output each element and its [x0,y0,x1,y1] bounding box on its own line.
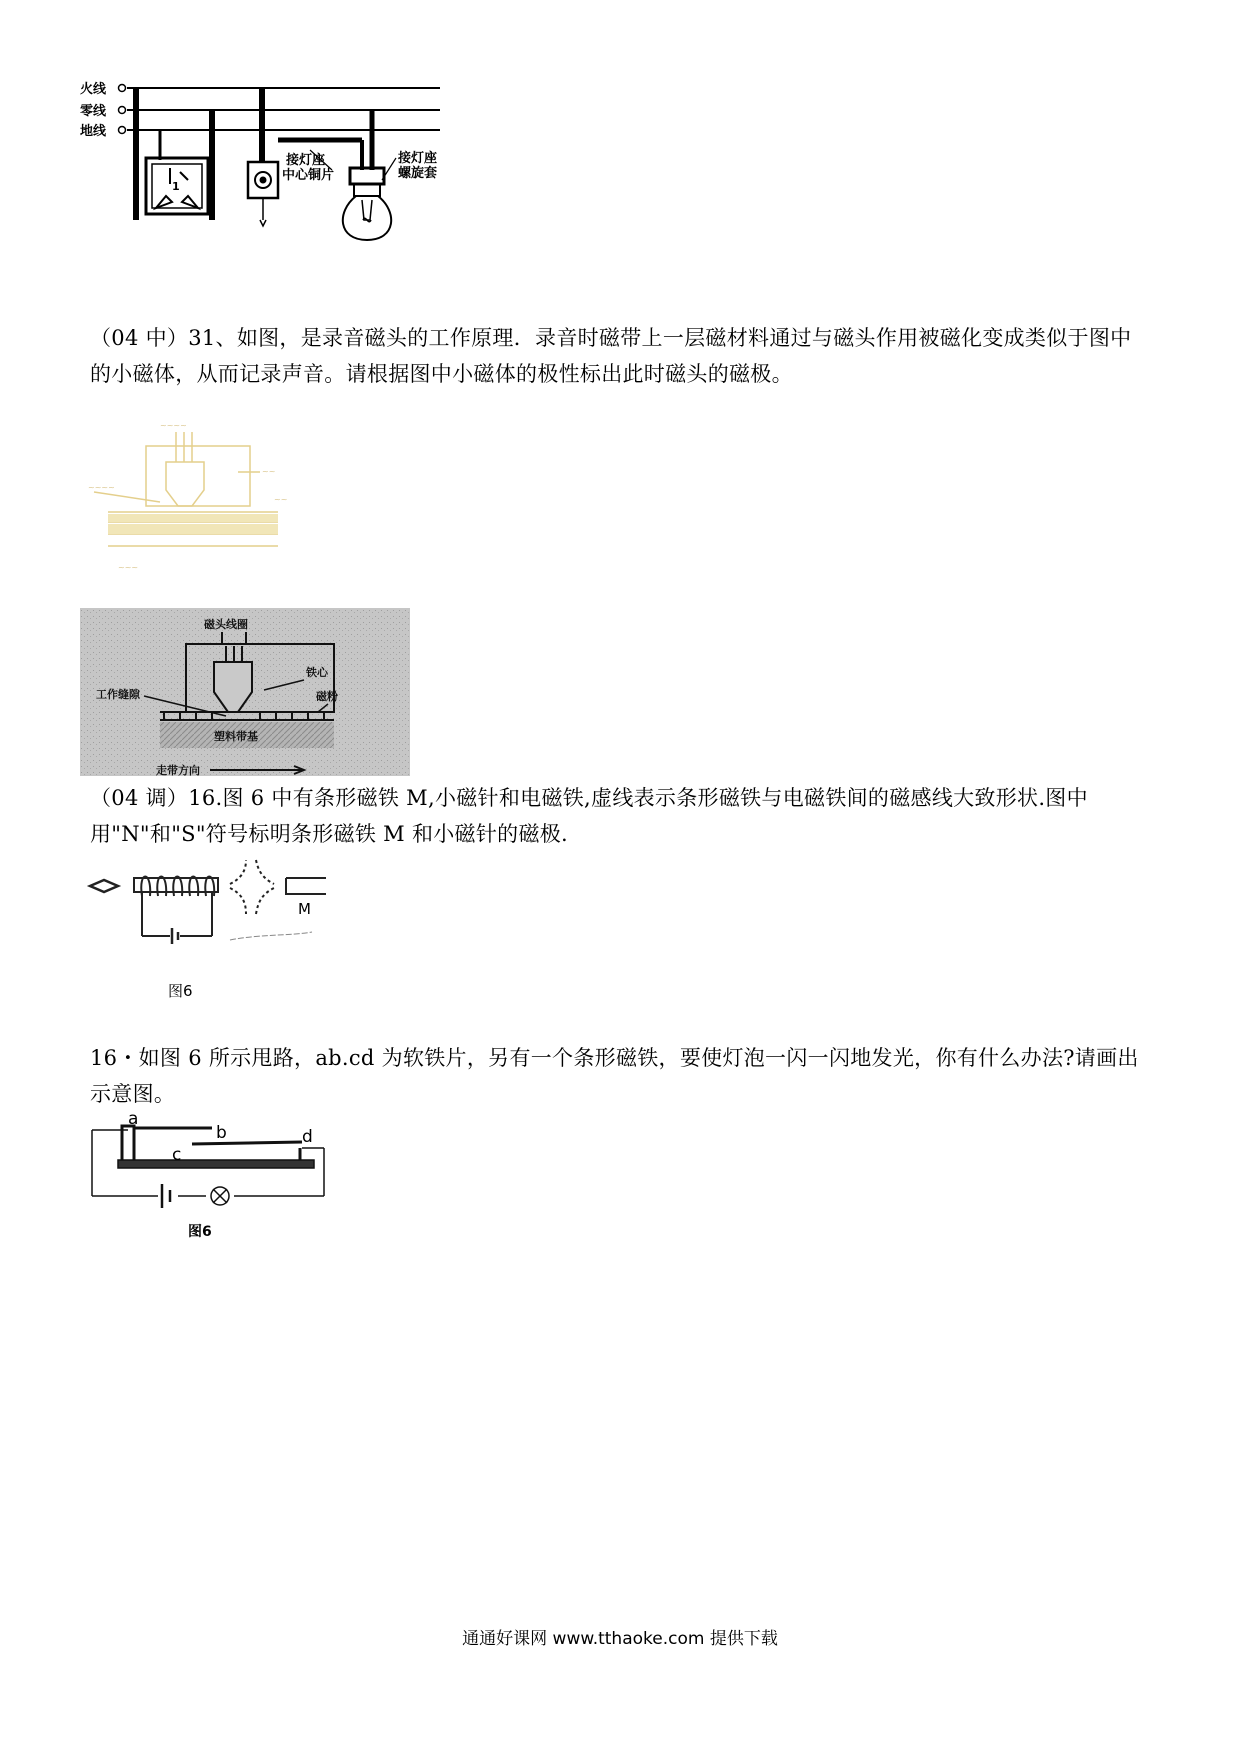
svg-text:~~~~: ~~~~ [88,483,115,492]
screw-sleeve-label-2: 螺旋套 [398,166,438,181]
electromagnet-diagram [80,848,340,1006]
center-contact-label-2: 中心铜片 [282,168,335,183]
recording-head-figure [80,608,410,776]
wiring-figure [80,80,500,270]
soft-iron-circuit-diagram [88,1112,338,1238]
working-gap-label: 工作缝隙 [96,688,140,701]
question-16-soft-iron-text: 16・如图 6 所示甩路，ab.cd 为软铁片，另有一个条形磁铁，要使灯泡一闪一闪地发光，你有什么办法?请画出示意图。 [90,1046,1139,1106]
page-footer: 通通好课网 www.tthaoke.com 提供下载 [462,1629,778,1649]
question-31-text: （04 中）31、如图，是录音磁头的工作原理．录音时磁带上一层磁材料通过与磁头作用被磁化变成类似于图中的小磁体，从而记录声音。请根据图中小磁体的极性标出此时磁头的磁极。 [90,326,1132,386]
strip-a-label: a [128,1112,139,1129]
strip-b-label: b [216,1123,227,1143]
electromagnet-figure [80,848,340,1006]
svg-text:~~: ~~ [262,467,276,476]
socket-mark: 1 [172,180,180,193]
magnetic-powder-label: 磁粉 [316,690,338,703]
strip-d-label: d [302,1127,313,1147]
question-16-adjust-text: （04 调）16.图 6 中有条形磁铁 M,小磁针和电磁铁,虚线表示条形磁铁与电磁铁间的磁感线大致形状.图中用"N"和"S"符号标明条形磁铁 M 和小磁针的磁极. [90,786,1088,846]
figure-6-caption-b: 图6 [188,1224,212,1238]
soft-iron-circuit-figure [88,1112,338,1238]
svg-text:~~~~: ~~~~ [160,421,187,430]
svg-text:~~: ~~ [274,495,288,504]
faded-head-diagram [88,410,318,585]
wiring-diagram [80,80,500,270]
coil-label: 磁头线圈 [204,618,248,631]
ground-wire-label: 地线 [80,124,107,139]
center-contact-label-1: 接灯座 [286,153,326,168]
screw-sleeve-label-1: 接灯座 [398,151,438,166]
figure-6-caption-a: 图6 [168,982,193,1000]
recording-head-diagram [80,608,410,776]
plastic-base-label: 塑料带基 [214,730,258,743]
iron-core-label: 铁心 [306,666,328,679]
neutral-wire-label: 零线 [80,104,107,119]
tape-direction-label: 走带方向 [156,764,200,776]
recording-head-figure-faded [88,410,318,585]
magnet-m-label: M [298,900,311,918]
live-wire-label: 火线 [80,82,107,97]
strip-c-label: c [172,1145,182,1165]
svg-text:~~~: ~~~ [118,563,139,572]
